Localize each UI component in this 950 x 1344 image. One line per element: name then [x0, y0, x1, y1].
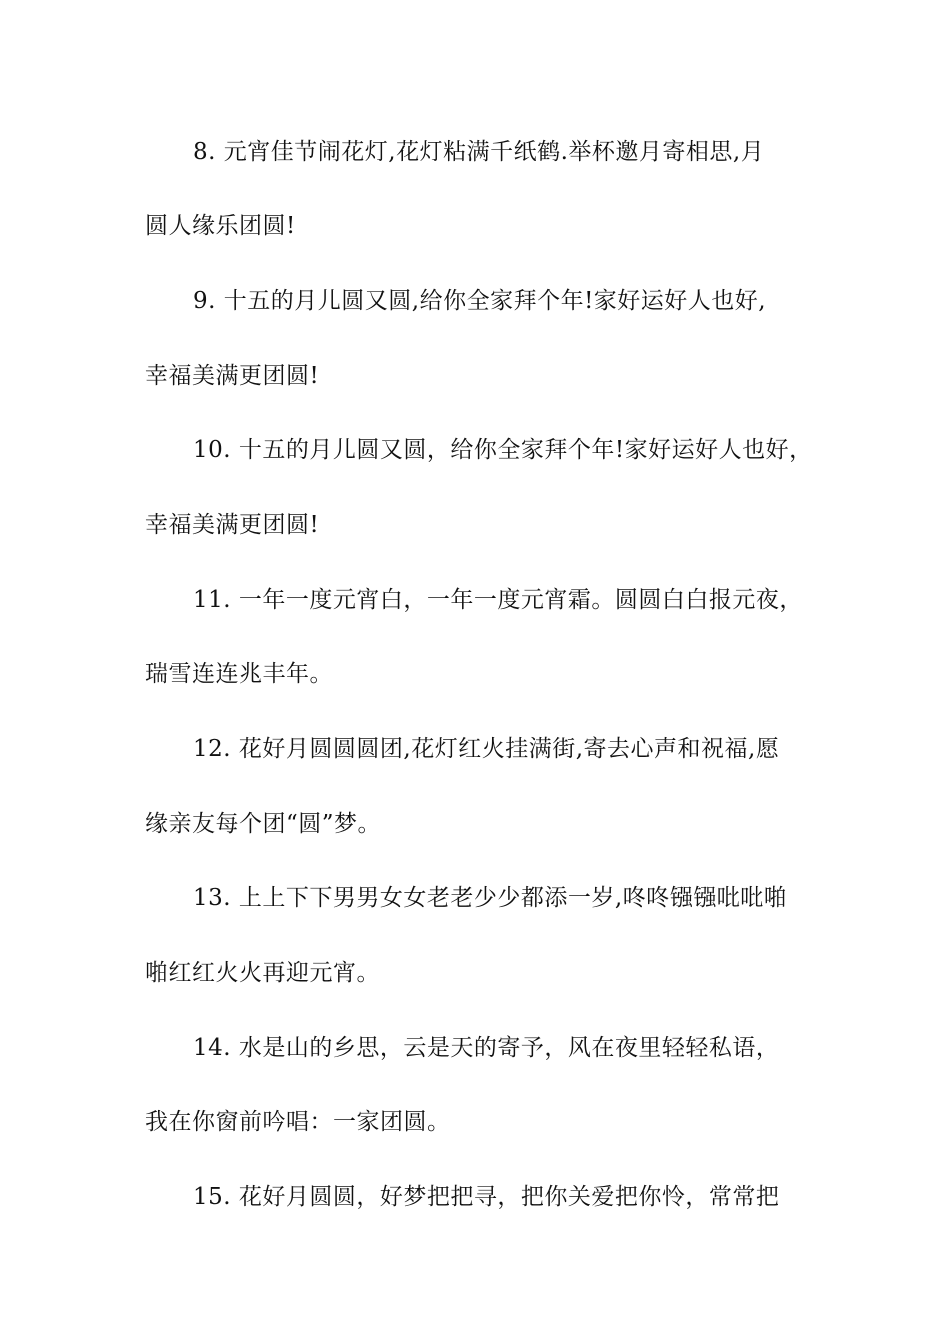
- paragraph-10-line-2: 幸福美满更团圆!: [145, 512, 320, 538]
- paragraph-11-line-2: 瑞雪连连兆丰年。: [145, 661, 333, 687]
- paragraph-10-line-1: 10. 十五的月儿圆又圆，给你全家拜个年!家好运好人也好，: [193, 437, 813, 463]
- paragraph-8-line-1: 8. 元宵佳节闹花灯,花灯粘满千纸鹤.举杯邀月寄相思,月: [193, 139, 765, 165]
- paragraph-9-line-2: 幸福美满更团圆!: [145, 363, 320, 389]
- paragraph-15-line-1: 15. 花好月圆圆，好梦把把寻，把你关爱把你怜，常常把: [193, 1184, 780, 1210]
- paragraph-14-line-1: 14. 水是山的乡思，云是天的寄予，风在夜里轻轻私语，: [193, 1035, 780, 1061]
- paragraph-12-line-1: 12. 花好月圆圆圆团,花灯红火挂满街,寄去心声和祝福,愿: [193, 736, 780, 762]
- paragraph-13-line-1: 13. 上上下下男男女女老老少少都添一岁,咚咚镪镪吡吡啪: [193, 885, 788, 911]
- paragraph-14-line-2: 我在你窗前吟唱：一家团圆。: [145, 1109, 451, 1135]
- paragraph-9-line-1: 9. 十五的月儿圆又圆,给你全家拜个年!家好运好人也好,: [193, 288, 767, 314]
- paragraph-11-line-1: 11. 一年一度元宵白，一年一度元宵霜。圆圆白白报元夜，: [193, 587, 803, 613]
- paragraph-8-line-2: 圆人缘乐团圆!: [145, 213, 296, 239]
- paragraph-13-line-2: 啪红红火火再迎元宵。: [145, 960, 380, 986]
- paragraph-12-line-2: 缘亲友每个团“圆”梦。: [145, 811, 382, 837]
